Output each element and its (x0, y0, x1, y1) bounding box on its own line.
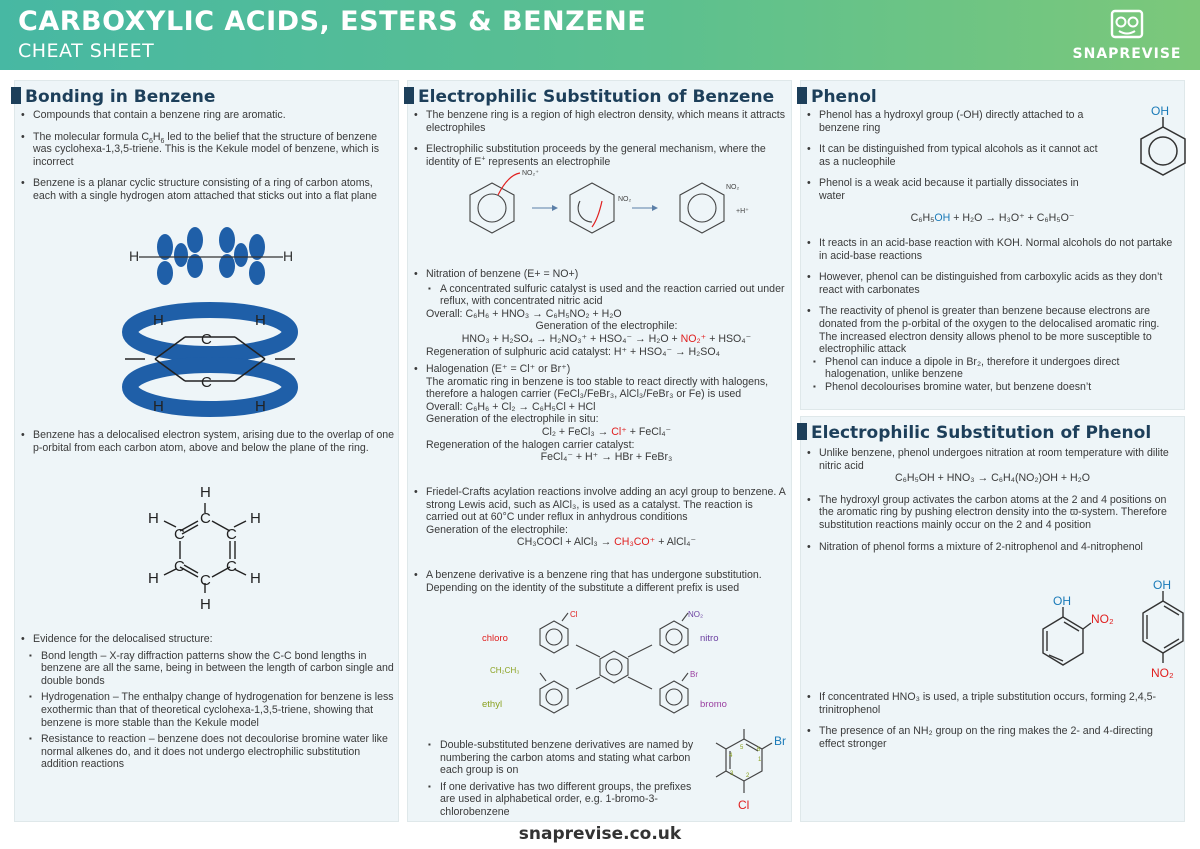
phenol-point-4: • It reacts in an acid-base reaction with KOH. Normal alcohols do not partake in acid-base reactions (805, 237, 1180, 262)
nitration-sub: ▪ A concentrated sulfuric catalyst is used and the reaction carried out under reflux, with concentrated nitric acid (426, 283, 787, 308)
phenol-dissociation-eq: C₆H₅OH + H₂O → H₃O⁺ + C₆H₅O⁻ (910, 212, 1075, 224)
eas-friedel-crafts (412, 486, 787, 549)
panel-phenol-title: Phenol (797, 87, 877, 107)
eas-point-2: • Electrophilic substitution proceeds by the general mechanism, where the identity of E+ represents an electrophile (412, 143, 787, 168)
phenol-point-5: • However, phenol can be distinguished from carboxylic acids as they don’t react with carbonates (805, 271, 1180, 296)
easp-point-4: • If concentrated HNO₃ is used, a triple substitution occurs, forming 2,4,5-trinitrophenol (805, 691, 1180, 716)
double-sub-2: ▪ If one derivative has two different groups, the prefixes are used in alphabetical order, e.g. 1-bromo-3-chlorobenzene (426, 781, 706, 819)
halogenation-regen: Regeneration of the halogen carrier catalyst: (426, 438, 635, 451)
svg-text:H: H (148, 570, 159, 587)
evidence-bond-length: ▪ Bond length – X-ray diffraction patterns show the C-C bond lengths in benzene are all the same, being in between the length of carbon single and double bonds (27, 650, 394, 688)
nitration-overall: Overall: C₆H₆ + HNO₃ → C₆H₅NO₂ + H₂O (426, 307, 622, 320)
svg-text:H: H (200, 596, 211, 613)
eas-nitration (412, 268, 787, 358)
eas-point-1: • The benzene ring is a region of high electron density, which means it attracts electrophiles (412, 109, 787, 134)
label-ethyl: ethyl (482, 699, 503, 710)
svg-text:Cl: Cl (738, 798, 750, 812)
evidence-hydrogenation: ▪ Hydrogenation – The enthalpy change of hydrogenation for benzene is less exothermic than that of theoretical cyclohexa-1,3,5-triene, showing that benzene is more stable than the Kekule model (27, 691, 394, 729)
svg-text:NO₂: NO₂ (1151, 666, 1174, 680)
svg-text:C: C (226, 558, 237, 575)
svg-text:H: H (200, 484, 211, 501)
svg-text:C: C (226, 526, 237, 543)
svg-text:C: C (174, 526, 185, 543)
svg-text:OH: OH (1153, 578, 1171, 592)
svg-text:Cl: Cl (570, 611, 578, 619)
svg-text:C: C (200, 510, 211, 527)
footer-url[interactable]: snaprevise.co.uk (518, 824, 682, 844)
svg-text:Br: Br (774, 734, 786, 748)
bonding-point-4: • Benzene has a delocalised electron system, arising due to the overlap of one p-orbital from each carbon atom, above and below the plane of the ring. (19, 429, 394, 454)
panel-easp-title: Electrophilic Substitution of Phenol (797, 423, 1151, 443)
easp-point-2: • The hydroxyl group activates the carbon atoms at the 2 and 4 positions on the aromatic ring by pushing electron density into the ϖ-system. Therefore substitution reactions mainly occur on the 2 and 4 position (805, 494, 1180, 532)
phenol-body-2 (805, 237, 1180, 394)
bonding-body (19, 109, 394, 212)
phenol-sub-2: ▪ Phenol decolourises bromine water, but benzene doesn’t (811, 381, 1180, 394)
mechanism-diagram (452, 167, 782, 255)
svg-text:H: H (153, 398, 164, 415)
page-subtitle: CHEAT SHEET (18, 40, 155, 62)
svg-text:H: H (255, 312, 266, 329)
phenol-point-3: • Phenol is a weak acid because it partially dissociates in water (805, 177, 1105, 202)
phenol-structure-diagram (1129, 105, 1199, 195)
svg-text:C: C (174, 558, 185, 575)
halogenation-overall: Overall: C₆H₆ + Cl₂ → C₆H₅Cl + HCl (426, 400, 596, 413)
label-nitro: nitro (700, 633, 719, 644)
svg-text:H: H (250, 510, 261, 527)
easp-point-3: • Nitration of phenol forms a mixture of 2-nitrophenol and 4-nitrophenol (805, 541, 1180, 554)
label-bromo: bromo (700, 699, 727, 710)
halogenation-gen: Generation of the electrophile in situ: (426, 413, 599, 426)
svg-text:+H⁺: +H⁺ (736, 208, 749, 215)
halogenation-eq: Cl₂ + FeCl₃ → Cl⁺ + FeCl₄⁻ (541, 425, 672, 438)
svg-text:5: 5 (740, 745, 744, 751)
svg-text:3: 3 (730, 771, 734, 777)
panel-bonding (14, 80, 399, 822)
easp-eq1: C₆H₅OH + HNO₃ → C₆H₄(NO₂)OH + H₂O (894, 472, 1091, 485)
svg-text:1: 1 (758, 757, 762, 763)
svg-text:C: C (201, 374, 212, 391)
bonding-title-text: Bonding in Benzene (25, 87, 216, 107)
fc-title: • Friedel-Crafts acylation reactions involve adding an acyl group to benzene. A strong Lewis acid, such as AlCl₃, is used as a catalyst. The reaction is carried out at 60°C under reflux in anhydrous conditions (412, 486, 787, 524)
bonding-point-5: • Evidence for the delocalised structure: (19, 633, 394, 646)
svg-text:Br: Br (690, 670, 698, 679)
nitration-eq: HNO₃ + H₂SO₄ → H₂NO₃⁺ + HSO₄⁻ → H₂O + NO₂⁺ + HSO₄⁻ (461, 332, 752, 345)
svg-text:4: 4 (729, 753, 733, 759)
derivative-text: • A benzene derivative is a benzene ring that has undergone substitution. Depending on the identity of the substitute a different prefix is used (412, 569, 787, 594)
bonding-body-2 (19, 429, 394, 463)
phenol-sub-1: ▪ Phenol can induce a dipole in Br₂, therefore it undergoes direct halogenation, unlike benzene (811, 356, 1180, 381)
p-orbital-lobes (157, 227, 265, 285)
bromochlorobenzene-diagram (710, 721, 790, 816)
easp-point-1: • Unlike benzene, phenol undergoes nitration at room temperature with dilite nitric acid (805, 447, 1180, 472)
eas-halogenation (412, 363, 787, 464)
brand-name: SNAPREVISE (1072, 46, 1182, 62)
label-chloro: chloro (482, 633, 508, 644)
derivatives-diagram (474, 611, 754, 723)
bonding-point-3: • Benzene is a planar cyclic structure consisting of a ring of carbon atoms, each with a single hydrogen atom attached that sticks out into a flat plane (19, 177, 394, 202)
phenol-point-1: • Phenol has a hydroxyl group (-OH) directly attached to a benzene ring (805, 109, 1105, 134)
svg-text:NO₂: NO₂ (688, 611, 704, 619)
bonding-evidence (19, 633, 394, 775)
fc-eq: CH₃COCl + AlCl₃ → CH₃CO⁺ + AlCl₄⁻ (516, 536, 697, 549)
nitration-gen: Generation of the electrophile: (535, 320, 678, 333)
svg-text:NO₂⁺: NO₂⁺ (522, 170, 539, 177)
svg-text:OH: OH (1151, 105, 1169, 118)
p-orbital-diagram (115, 227, 305, 427)
easp-body-2 (805, 691, 1180, 759)
svg-text:NO₂: NO₂ (1091, 612, 1114, 626)
svg-text:6: 6 (757, 747, 761, 753)
svg-text:H: H (148, 510, 159, 527)
page-title: CARBOXYLIC ACIDS, ESTERS & BENZENE (18, 6, 647, 37)
panel-bonding-title (11, 87, 215, 107)
easp-body (805, 447, 1180, 562)
svg-text:H: H (283, 248, 294, 264)
atom-h-label: H (129, 248, 140, 264)
svg-text:NO₂: NO₂ (726, 184, 740, 191)
phenol-point-6: • The reactivity of phenol is greater than benzene because electrons are donated from the p-orbital of the oxygen to the delocalised aromatic ring. The increased electron density allows phenol to be more susceptible to electrophilic attack (805, 305, 1180, 355)
eas-derivative (412, 569, 787, 603)
svg-text:H: H (250, 570, 261, 587)
nitrophenol-diagram (1033, 575, 1200, 690)
bonding-point-1: • Compounds that contain a benzene ring are aromatic. (19, 109, 394, 122)
halogenation-regen-eq: FeCl₄⁻ + H⁺ → HBr + FeBr₃ (540, 451, 673, 464)
halogenation-text: The aromatic ring in benzene is too stable to react directly with halogens, therefore a halogen carrier (FeCl₃/FeBr₃, AlCl₃/FeBr₃ or Fe) is used (426, 375, 769, 401)
nitration-title: • Nitration of benzene (E+ = NO+) (412, 268, 787, 281)
svg-text:OH: OH (1053, 594, 1071, 608)
eas-double-sub (426, 737, 706, 823)
nitration-regen: Regeneration of sulphuric acid catalyst: H⁺ + HSO₄⁻ → H₂SO₄ (426, 345, 720, 358)
brand-logo-icon (1072, 8, 1182, 44)
svg-text:C: C (200, 572, 211, 589)
benzene-structure-diagram (140, 479, 270, 619)
svg-text:CH₂CH₃: CH₂CH₃ (490, 666, 520, 675)
panel-eas-phenol (800, 416, 1185, 822)
svg-text:2: 2 (746, 773, 750, 779)
panel-eas-title: Electrophilic Substitution of Benzene (404, 87, 774, 107)
panel-eas-benzene (407, 80, 792, 822)
svg-text:H: H (255, 398, 266, 415)
header-banner (0, 0, 1200, 70)
phenol-point-2: • It can be distinguished from typical alcohols as it cannot act as a nucleophile (805, 143, 1105, 168)
fc-gen: Generation of the electrophile: (426, 523, 568, 536)
svg-text:NO₂: NO₂ (618, 196, 632, 203)
easp-point-5: • The presence of an NH₂ group on the ring makes the 2- and 4-directing effect stronger (805, 725, 1180, 750)
double-sub-1: ▪ Double-substituted benzene derivatives are named by numbering the carbon atoms and stating what carbon each group is on (426, 739, 706, 777)
bonding-point-2: • The molecular formula $C_6H_6$ led to the belief that the structure of benzene was cyclohexa-1,3,5-triene. This is the Kekule model of benzene, which is incorrect (19, 131, 394, 169)
evidence-resistance: ▪ Resistance to reaction – benzene does not decoulorise bromine water like normal alkenes do, and it does not undergo electrophilic substitution addition reactions (27, 733, 394, 771)
panel-phenol (800, 80, 1185, 410)
svg-text:C: C (201, 331, 212, 348)
halogenation-title: • Halogenation (E⁺ = Cl⁺ or Br⁺) (412, 363, 787, 376)
svg-text:H: H (153, 312, 164, 329)
brand-logo[interactable] (1072, 8, 1182, 64)
phenol-body (805, 109, 1105, 203)
